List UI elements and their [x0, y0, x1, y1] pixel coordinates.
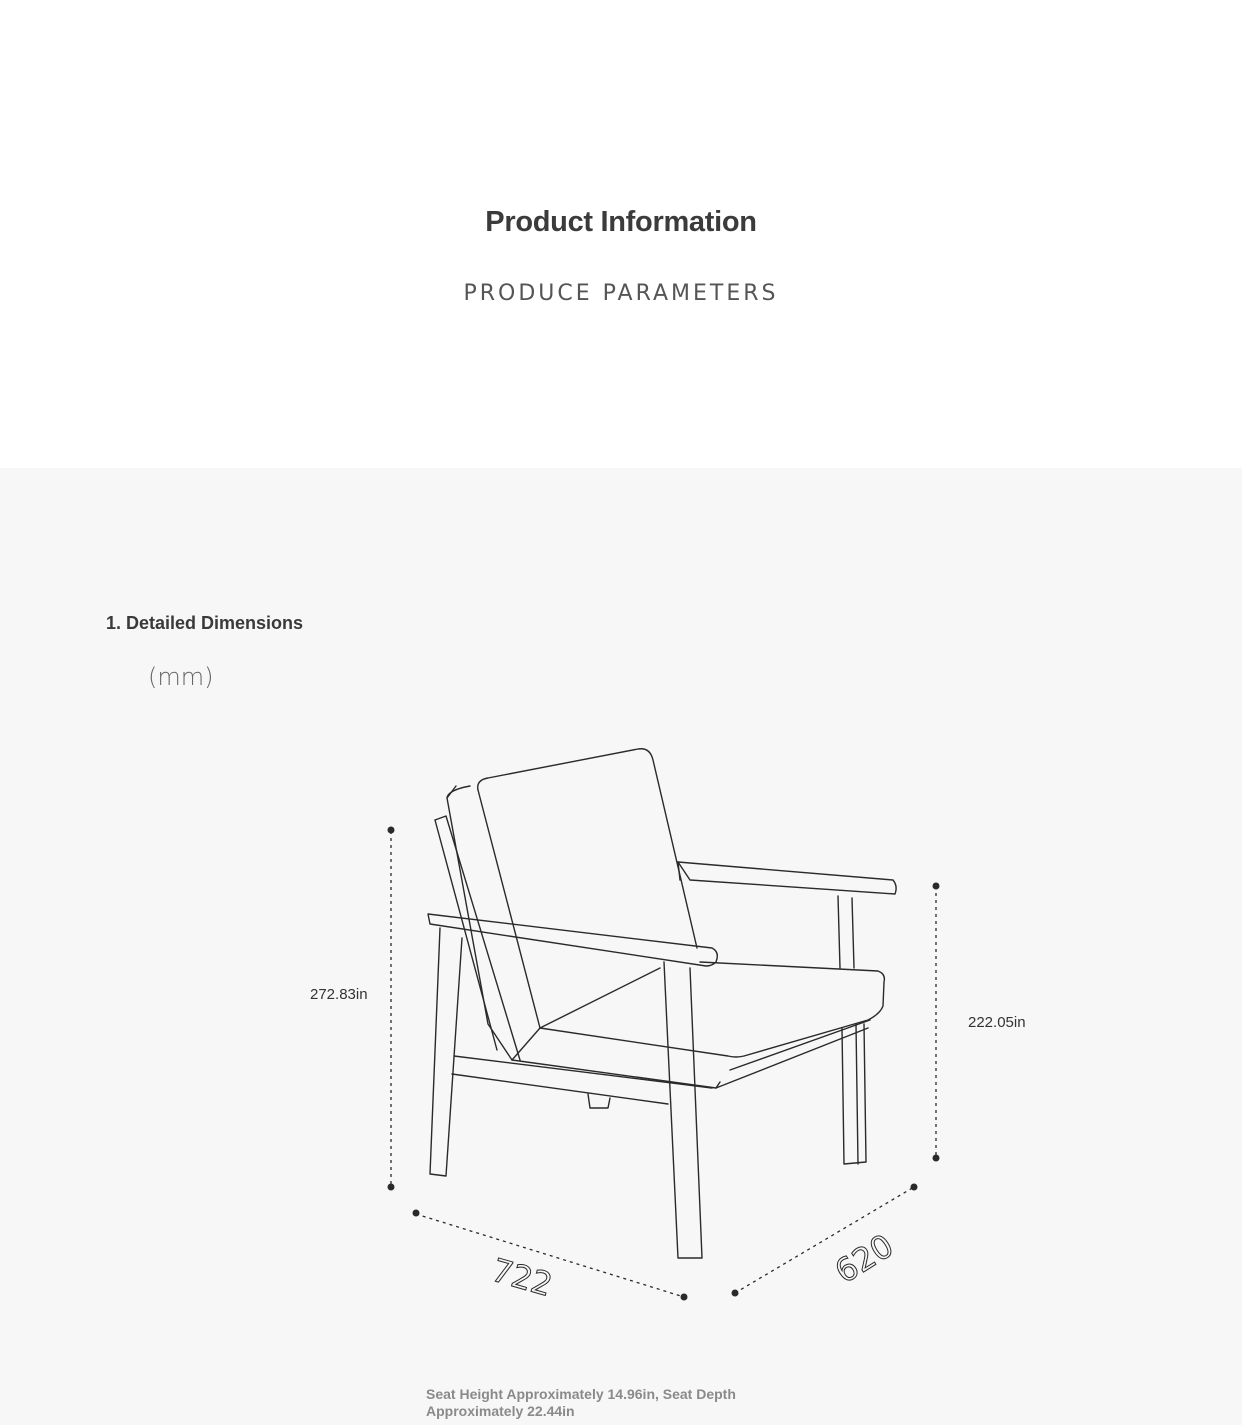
width-value: 722	[487, 1250, 557, 1305]
dot	[681, 1294, 688, 1301]
dot	[732, 1290, 739, 1297]
dot	[388, 1184, 395, 1191]
dot	[413, 1210, 420, 1217]
dot	[911, 1184, 918, 1191]
right-height-label: 222.05in	[968, 1014, 1026, 1031]
dimensions-section	[0, 468, 1242, 1425]
dot	[933, 883, 940, 890]
dot	[933, 1155, 940, 1162]
depth-value: 620	[828, 1226, 901, 1291]
dot	[388, 827, 395, 834]
section-title: 1. Detailed Dimensions	[106, 613, 304, 633]
left-height-label: 272.83in	[310, 986, 368, 1003]
chair-illustration	[428, 749, 896, 1258]
unit-label: (mm)	[148, 663, 214, 691]
seat-note: Seat Height Approximately 14.96in, Seat Depth Approximately 22.44in	[426, 1386, 736, 1419]
page-title: Product Information	[485, 206, 757, 238]
header-section	[0, 0, 1242, 468]
chair-diagram	[0, 468, 1242, 1425]
dimension-lines	[391, 831, 936, 1297]
page-subtitle: PRODUCE PARAMETERS	[463, 281, 779, 306]
